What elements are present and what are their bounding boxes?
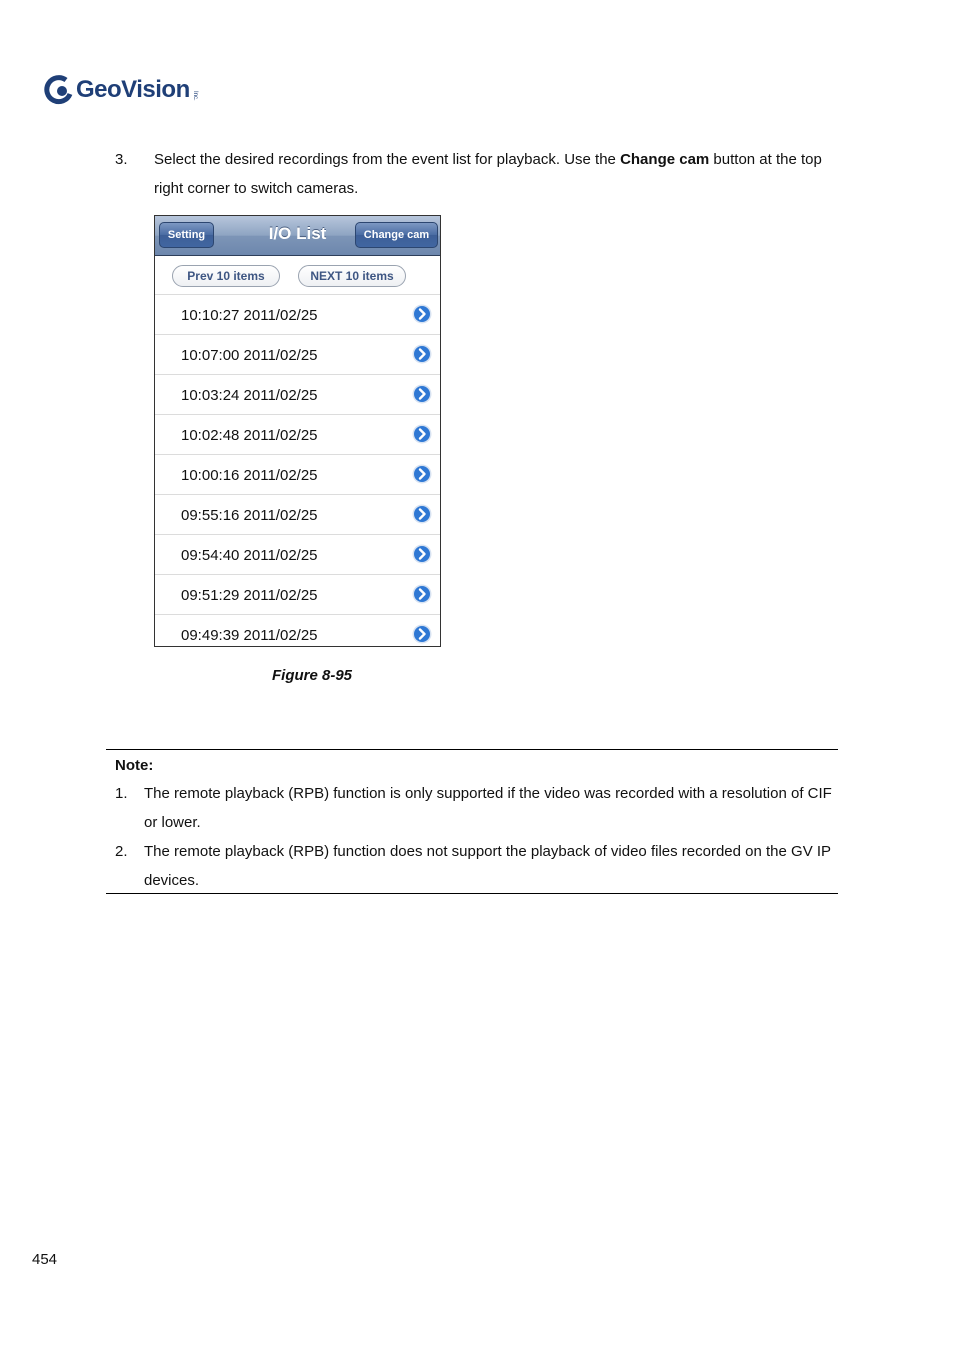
step-text-before: Select the desired recordings from the event list for playback. Use the [154, 151, 621, 168]
event-row[interactable] [155, 335, 440, 375]
note-item-number: 2. [115, 843, 128, 860]
event-row[interactable] [155, 575, 440, 615]
disclosure-button-icon[interactable] [412, 624, 432, 644]
event-row[interactable] [155, 615, 440, 647]
geovision-logo [44, 74, 198, 106]
event-timestamp: 09:51:29 2011/02/25 [181, 587, 318, 604]
note-box [106, 749, 838, 894]
screen-title: I/O List [268, 224, 327, 243]
pager-bar [155, 256, 440, 295]
step-text [154, 145, 845, 203]
disclosure-button-icon[interactable] [412, 344, 432, 364]
event-row[interactable] [155, 415, 440, 455]
step-text-bold: Change cam [620, 151, 710, 168]
event-row[interactable] [155, 495, 440, 535]
setting-button[interactable]: Setting [159, 222, 214, 248]
disclosure-button-icon[interactable] [412, 464, 432, 484]
disclosure-button-icon[interactable] [412, 544, 432, 564]
figure-caption: Figure 8-95 [271, 667, 353, 684]
note-item [115, 837, 835, 895]
event-row[interactable] [155, 295, 440, 335]
event-timestamp: 10:02:48 2011/02/25 [181, 427, 318, 444]
event-timestamp: 10:00:16 2011/02/25 [181, 467, 318, 484]
event-timestamp: 10:07:00 2011/02/25 [181, 347, 318, 364]
note-item [115, 779, 835, 837]
page-number: 454 [32, 1251, 58, 1268]
navigation-bar [155, 216, 440, 256]
event-timestamp: 10:03:24 2011/02/25 [181, 387, 318, 404]
event-row[interactable] [155, 455, 440, 495]
geovision-logo-icon [44, 74, 74, 106]
instruction-step [115, 145, 845, 203]
logo-text: GeoVision [76, 76, 190, 103]
disclosure-button-icon[interactable] [412, 504, 432, 524]
event-timestamp: 09:49:39 2011/02/25 [181, 627, 318, 644]
note-item-text: The remote playback (RPB) function is only supported if the video was recorded with a resolution of CIF or lower. [144, 785, 832, 831]
disclosure-button-icon[interactable] [412, 384, 432, 404]
disclosure-button-icon[interactable] [412, 304, 432, 324]
disclosure-button-icon[interactable] [412, 584, 432, 604]
note-title: Note: [115, 757, 154, 774]
event-row[interactable] [155, 535, 440, 575]
step-text-after: button at the top right corner to switch cameras. [154, 151, 822, 197]
change-cam-button[interactable]: Change cam [355, 222, 438, 248]
event-timestamp: 10:10:27 2011/02/25 [181, 307, 318, 324]
event-timestamp: 09:54:40 2011/02/25 [181, 547, 318, 564]
note-item-number: 1. [115, 785, 128, 802]
event-list [155, 295, 440, 647]
next-items-button[interactable]: NEXT 10 items [298, 265, 406, 287]
prev-items-button[interactable]: Prev 10 items [172, 265, 280, 287]
note-item-text: The remote playback (RPB) function does not support the playback of video files recorded on the GV IP devices. [144, 843, 831, 889]
logo-small-text: Inc. [191, 91, 198, 101]
event-row[interactable] [155, 375, 440, 415]
disclosure-button-icon[interactable] [412, 424, 432, 444]
event-timestamp: 09:55:16 2011/02/25 [181, 507, 318, 524]
io-list-screenshot [154, 215, 441, 647]
step-number: 3. [115, 151, 128, 168]
